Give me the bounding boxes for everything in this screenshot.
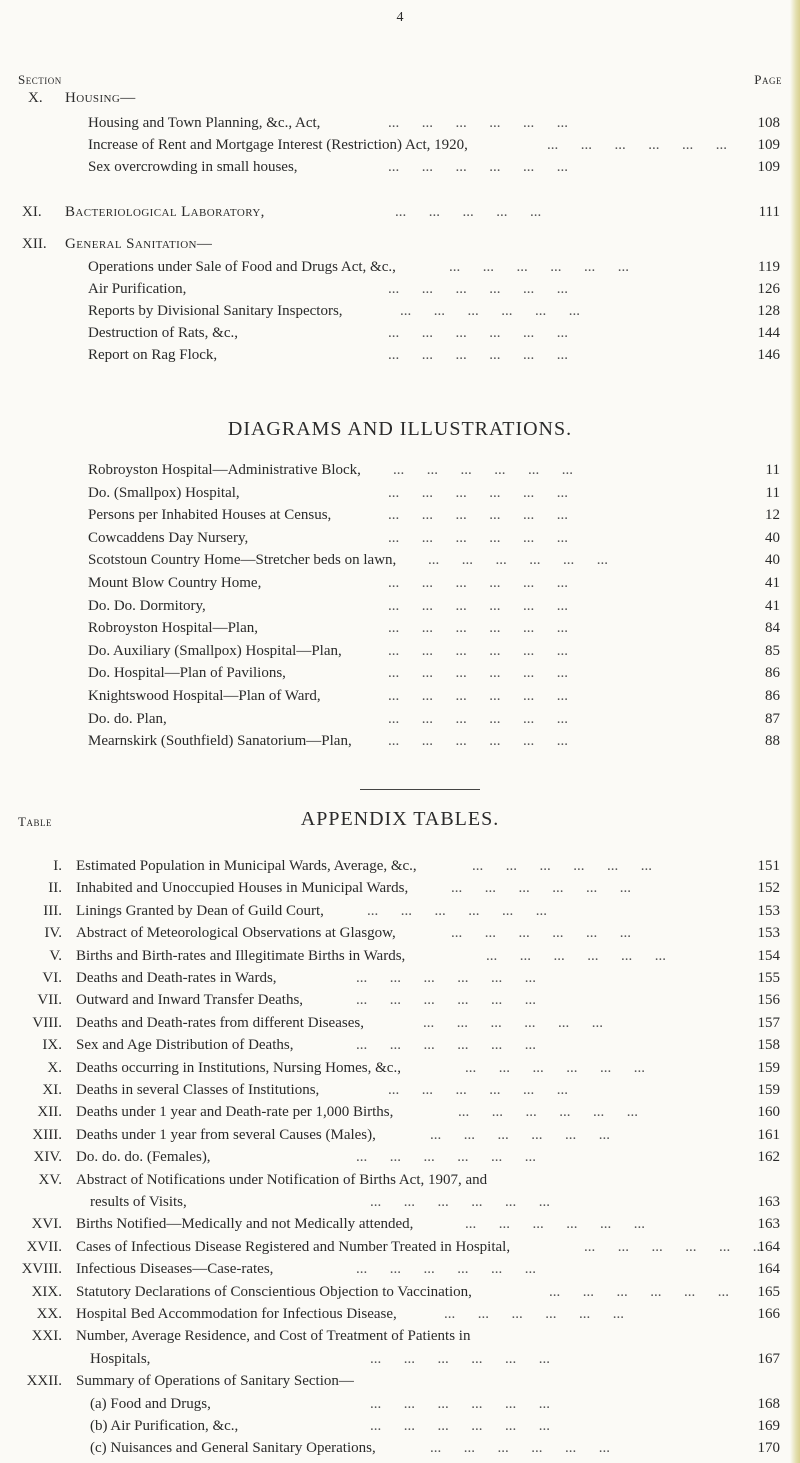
- appendix-entry-page: 153: [757, 902, 780, 919]
- leader-dots: ... ... ... ... ... ...: [388, 733, 568, 750]
- leader-dots: ... ... ... ... ... ...: [370, 1194, 550, 1210]
- leader-dots: ... ... ... ... ... ...: [400, 303, 580, 319]
- leader-dots: ... ... ... ... ... ...: [388, 642, 568, 659]
- diagram-entry-text: Persons per Inhabited Houses at Census,: [88, 507, 332, 524]
- section-xi-title: Bacteriological Laboratory,: [65, 204, 265, 220]
- page-edge: [790, 0, 800, 1463]
- appendix-entry-page: 164: [757, 1238, 780, 1255]
- diagram-entry-page: 11: [765, 484, 780, 501]
- table-number: XII.: [37, 1104, 62, 1121]
- section-xii-entry: [88, 278, 780, 300]
- appendix-entry-page: 160: [757, 1104, 780, 1121]
- appendix-entry: [76, 945, 780, 967]
- page-column-header: Page: [754, 72, 782, 87]
- diagram-entry-page: 40: [765, 529, 780, 546]
- leader-dots: ... ... ... ... ... ...: [584, 1238, 764, 1255]
- table-column-header: Table: [18, 814, 52, 829]
- appendix-entry: [76, 1303, 780, 1325]
- diagrams-heading: DIAGRAMS AND ILLUSTRATIONS.: [227, 418, 573, 440]
- appendix-sub-entry-page: 168: [757, 1395, 780, 1412]
- table-number: XXI.: [31, 1328, 62, 1345]
- section-column-header: Section: [18, 72, 62, 87]
- table-number: XIII.: [32, 1126, 62, 1143]
- section-xii-entry: [88, 256, 780, 278]
- leader-dots: ... ... ... ... ... ...: [423, 1014, 603, 1031]
- diagram-entry-text: Scotstoun Country Home—Stretcher beds on lawn,: [88, 552, 397, 569]
- appendix-entry: [76, 1124, 780, 1146]
- appendix-entry-text: Linings Granted by Dean of Guild Court,: [76, 902, 324, 919]
- leader-dots: ... ... ... ... ... ...: [388, 507, 568, 524]
- diagram-entry-text: Do. do. Plan,: [88, 710, 167, 727]
- appendix-entry: [76, 1012, 780, 1034]
- appendix-sub-entry-page: 170: [757, 1440, 780, 1457]
- section-x-entry: [88, 112, 780, 134]
- section-xii-entry-page: 119: [758, 259, 780, 275]
- appendix-entry: [76, 900, 780, 922]
- leader-dots: ... ... ... ... ... ...: [356, 1037, 536, 1054]
- section-xii-entry-page: 144: [757, 325, 780, 341]
- appendix-entry-text: Deaths occurring in Institutions, Nursing Homes, &c.,: [76, 1059, 401, 1076]
- appendix-entry: [76, 1079, 780, 1101]
- section-xii-entry-text: Report on Rag Flock,: [88, 347, 218, 363]
- leader-dots: ... ... ... ... ... ...: [449, 259, 629, 275]
- diagram-entry-page: 85: [765, 642, 780, 659]
- appendix-entry-text: Hospitals,: [90, 1350, 151, 1367]
- appendix-entry: [76, 1034, 780, 1056]
- section-xii-entry-page: 146: [757, 347, 780, 363]
- appendix-entry-text: Sex and Age Distribution of Deaths,: [76, 1037, 294, 1054]
- diagram-entry: [88, 685, 780, 707]
- appendix-entry-text: Number, Average Residence, and Cost of Treatment of Patients in: [76, 1328, 471, 1345]
- appendix-sub-entry-text: (b) Air Purification, &c.,: [90, 1418, 239, 1434]
- leader-dots: ... ... ... ... ... ...: [367, 902, 547, 919]
- appendix-entry-page: 164: [757, 1261, 780, 1278]
- appendix-entry-page: 157: [757, 1014, 780, 1031]
- appendix-entry: [76, 1169, 780, 1191]
- appendix-entry-page: 159: [757, 1082, 780, 1098]
- appendix-entry-page: 163: [757, 1194, 780, 1210]
- appendix-entry: [76, 1236, 780, 1258]
- section-x-entry: [88, 156, 780, 178]
- leader-dots: ... ... ... ... ... ...: [388, 159, 568, 175]
- section-x-numeral: X.: [28, 90, 43, 106]
- diagram-entry: [88, 504, 780, 526]
- leader-dots: ... ... ... ... ... ...: [388, 115, 568, 131]
- leader-dots: ... ... ... ... ... ...: [370, 1418, 550, 1434]
- diagram-entry-text: Mearnskirk (Southfield) Sanatorium—Plan,: [88, 733, 352, 750]
- section-xi-page: 111: [758, 204, 780, 220]
- leader-dots: ... ... ... ... ... ...: [370, 1395, 550, 1412]
- appendix-entry-text: Estimated Population in Municipal Wards, Average, &c.,: [76, 858, 417, 874]
- section-xii-entry-text: Reports by Divisional Sanitary Inspectors,: [88, 303, 343, 319]
- diagram-entry: [88, 482, 780, 504]
- appendix-entry-text: Hospital Bed Accommodation for Infectious Disease,: [76, 1306, 397, 1322]
- diagram-entry-text: Do. Do. Dormitory,: [88, 597, 206, 614]
- appendix-entry-page: 159: [757, 1059, 780, 1076]
- appendix-entry-text: Infectious Diseases—Case-rates,: [76, 1261, 274, 1278]
- diagram-entry: [88, 640, 780, 662]
- appendix-entry-page: 154: [757, 947, 780, 964]
- diagram-entry-page: 41: [765, 597, 780, 614]
- diagram-entry-text: Do. Auxiliary (Smallpox) Hospital—Plan,: [88, 642, 342, 659]
- section-xii-entry-text: Air Purification,: [88, 281, 187, 297]
- table-number: XV.: [38, 1171, 62, 1188]
- diagram-entry: [88, 549, 780, 571]
- appendix-sub-entry-text: (c) Nuisances and General Sanitary Operations,: [90, 1440, 376, 1457]
- table-number: VI.: [42, 970, 62, 986]
- appendix-entry-page: 152: [757, 880, 780, 897]
- appendix-entry: [90, 1348, 780, 1370]
- section-x-entry-page: 109: [757, 159, 780, 175]
- leader-dots: ... ... ... ... ... ...: [388, 710, 568, 727]
- diagram-entry-page: 86: [765, 665, 780, 682]
- leader-dots: ... ... ... ... ... ...: [388, 325, 568, 341]
- appendix-entry-page: 166: [757, 1306, 780, 1322]
- leader-dots: ... ... ... ... ... ...: [356, 992, 536, 1009]
- appendix-sub-entry: [90, 1393, 780, 1415]
- section-x-entry-page: 108: [757, 115, 780, 131]
- appendix-entry-text: Deaths under 1 year from several Causes (Males),: [76, 1126, 376, 1143]
- appendix-entry-text: results of Visits,: [90, 1194, 187, 1210]
- appendix-entry-page: 167: [757, 1350, 780, 1367]
- table-number: V.: [49, 947, 62, 964]
- diagram-entry-text: Cowcaddens Day Nursery,: [88, 529, 249, 546]
- diagram-entry: [88, 617, 780, 639]
- diagram-entry: [88, 572, 780, 594]
- table-number: XIX.: [31, 1283, 62, 1300]
- appendix-entry: [76, 1281, 780, 1303]
- section-xii-entry-page: 128: [757, 303, 780, 319]
- section-x-title: Housing—: [65, 90, 136, 106]
- diagram-entry: [88, 527, 780, 549]
- leader-dots: ... ... ... ... ... ...: [430, 1126, 610, 1143]
- diagram-entry-text: Robroyston Hospital—Plan,: [88, 620, 259, 637]
- leader-dots: ... ... ... ... ... ...: [428, 552, 608, 569]
- diagram-entry-page: 12: [765, 507, 780, 524]
- appendix-entry-page: 151: [757, 858, 780, 874]
- table-number: XI.: [42, 1082, 62, 1098]
- section-xii-entry-text: Destruction of Rats, &c.,: [88, 325, 238, 341]
- leader-dots: ... ... ... ... ... ...: [388, 484, 568, 501]
- table-number: XX.: [36, 1306, 62, 1322]
- section-xii-entry-page: 126: [757, 281, 780, 297]
- leader-dots: ... ... ... ... ... ...: [388, 665, 568, 682]
- leader-dots: ... ... ... ... ... ...: [388, 529, 568, 546]
- section-xii-entry: [88, 322, 780, 344]
- appendix-entry-text: Births and Birth-rates and Illegitimate Births in Wards,: [76, 947, 406, 964]
- appendix-sub-entry-page: 169: [757, 1418, 780, 1434]
- appendix-entry-text: Inhabited and Unoccupied Houses in Municipal Wards,: [76, 880, 409, 897]
- diagram-entry-page: 40: [765, 552, 780, 569]
- table-number: VII.: [37, 992, 62, 1009]
- appendix-entry-page: 156: [757, 992, 780, 1009]
- appendix-entry-page: 155: [757, 970, 780, 986]
- section-xi-numeral: XI.: [22, 204, 42, 220]
- diagram-entry: [88, 708, 780, 730]
- appendix-entry: [76, 1101, 780, 1123]
- page-number: 4: [396, 10, 404, 25]
- leader-dots: ... ... ... ... ... ...: [444, 1306, 624, 1322]
- diagram-entry-text: Do. Hospital—Plan of Pavilions,: [88, 665, 286, 682]
- leader-dots: ... ... ... ... ... ...: [465, 1216, 645, 1233]
- appendix-entry-text: Abstract of Notifications under Notification of Births Act, 1907, and: [76, 1171, 488, 1188]
- appendix-sub-entry-text: (a) Food and Drugs,: [90, 1395, 211, 1412]
- table-number: II.: [48, 880, 62, 897]
- appendix-entry: [76, 1213, 780, 1235]
- leader-dots: ... ... ... ... ... ...: [547, 137, 727, 153]
- diagram-entry-text: Do. (Smallpox) Hospital,: [88, 484, 240, 501]
- leader-dots: ... ... ... ... ... ...: [388, 597, 568, 614]
- section-xii-numeral: XII.: [22, 236, 47, 252]
- leader-dots: ... ... ... ... ... ...: [388, 347, 568, 363]
- appendix-entry-text: Summary of Operations of Sanitary Section—: [76, 1373, 354, 1390]
- appendix-entry-page: 158: [757, 1037, 780, 1054]
- appendix-entry: [76, 989, 780, 1011]
- leader-dots: ... ... ... ... ... ...: [388, 1082, 568, 1098]
- leader-dots: ... ... ... ... ... ...: [458, 1104, 638, 1121]
- appendix-entry-page: 163: [757, 1216, 780, 1233]
- appendix-entry-text: Deaths and Death-rates in Wards,: [76, 970, 277, 986]
- table-number: XVI.: [31, 1216, 62, 1233]
- diagram-entry-page: 88: [765, 733, 780, 750]
- appendix-entry: [76, 855, 780, 877]
- diagram-entry-page: 11: [765, 462, 780, 478]
- appendix-entry-page: 161: [757, 1126, 780, 1143]
- leader-dots: ... ... ... ... ... ...: [465, 1059, 645, 1076]
- appendix-entry-text: Deaths in several Classes of Institutions,: [76, 1082, 320, 1098]
- appendix-entry: [76, 1057, 780, 1079]
- appendix-entry-text: Births Notified—Medically and not Medically attended,: [76, 1216, 414, 1233]
- section-divider: [360, 789, 480, 790]
- diagram-entry-text: Knightswood Hospital—Plan of Ward,: [88, 688, 321, 704]
- diagram-entry: [88, 459, 780, 481]
- appendix-entry-text: Deaths and Death-rates from different Diseases,: [76, 1014, 364, 1031]
- section-x-entry-text: Sex overcrowding in small houses,: [88, 159, 298, 175]
- appendix-entry-page: 165: [757, 1283, 780, 1300]
- leader-dots: ... ... ... ... ... ...: [388, 688, 568, 704]
- appendix-entry-text: Deaths under 1 year and Death-rate per 1,000 Births,: [76, 1104, 394, 1121]
- section-x-entry-text: Increase of Rent and Mortgage Interest (Restriction) Act, 1920,: [88, 137, 468, 153]
- section-x-entry-page: 109: [757, 137, 780, 153]
- leader-dots: ... ... ... ... ... ...: [370, 1350, 550, 1367]
- appendix-entry: [76, 1146, 780, 1168]
- section-xii-entry-text: Operations under Sale of Food and Drugs Act, &c.,: [88, 259, 396, 275]
- section-x-entry-text: Housing and Town Planning, &c., Act,: [88, 115, 321, 131]
- appendix-entry-text: Do. do. do. (Females),: [76, 1149, 211, 1166]
- appendix-entry: [76, 1258, 780, 1280]
- diagram-entry: [88, 595, 780, 617]
- diagram-entry: [88, 662, 780, 684]
- appendix-entry-page: 153: [757, 925, 780, 942]
- leader-dots: ... ... ... ... ... ...: [451, 925, 631, 942]
- diagram-entry-text: Mount Blow Country Home,: [88, 575, 262, 591]
- leader-dots: ... ... ... ... ... ...: [393, 462, 573, 478]
- table-number: XVII.: [26, 1238, 62, 1255]
- leader-dots: ... ... ... ... ... ...: [388, 281, 568, 297]
- table-number: XVIII.: [21, 1261, 62, 1278]
- appendix-entry-text: Statutory Declarations of Conscientious Objection to Vaccination,: [76, 1283, 472, 1300]
- section-xi-row: [65, 201, 780, 223]
- diagram-entry-page: 86: [765, 688, 780, 704]
- section-xii-title: General Sanitation—: [65, 236, 213, 252]
- table-number: III.: [43, 902, 62, 919]
- appendix-entry-text: Cases of Infectious Disease Registered and Number Treated in Hospital,: [76, 1238, 511, 1255]
- appendix-entry: [76, 877, 780, 899]
- appendix-sub-entry: [90, 1415, 780, 1437]
- table-number: IX.: [42, 1037, 62, 1054]
- table-number: I.: [53, 858, 62, 874]
- leader-dots: ... ... ... ... ... ...: [356, 1261, 536, 1278]
- table-number: XIV.: [33, 1149, 62, 1166]
- appendix-entry-text: Abstract of Meteorological Observations at Glasgow,: [76, 925, 396, 942]
- appendix-entry-text: Outward and Inward Transfer Deaths,: [76, 992, 304, 1009]
- leader-dots: ... ... ... ... ... ...: [388, 620, 568, 637]
- leader-dots: ... ... ... ... ... ...: [356, 1149, 536, 1166]
- section-x-entry: [88, 134, 780, 156]
- appendix-heading: APPENDIX TABLES.: [300, 808, 500, 830]
- diagram-entry-page: 41: [765, 575, 780, 591]
- appendix-entry-page: 162: [757, 1149, 780, 1166]
- appendix-entry: [76, 922, 780, 944]
- diagram-entry-text: Robroyston Hospital—Administrative Block,: [88, 462, 361, 478]
- diagram-entry-page: 87: [765, 710, 780, 727]
- diagram-entry-page: 84: [765, 620, 780, 637]
- leader-dots: ... ... ... ... ... ...: [451, 880, 631, 897]
- diagram-entry: [88, 730, 780, 752]
- section-xii-entry: [88, 344, 780, 366]
- table-number: X.: [47, 1059, 62, 1076]
- table-number: IV.: [44, 925, 62, 942]
- leader-dots: ... ... ... ... ... ...: [549, 1283, 729, 1300]
- leader-dots: ... ... ... ... ... ...: [486, 947, 666, 964]
- leader-dots: ... ... ... ... ...: [395, 204, 542, 220]
- appendix-entry: [76, 967, 780, 989]
- leader-dots: ... ... ... ... ... ...: [356, 970, 536, 986]
- table-number: VIII.: [32, 1014, 62, 1031]
- appendix-entry: [90, 1191, 780, 1213]
- appendix-entry: [76, 1370, 780, 1392]
- table-number: XXII.: [26, 1373, 62, 1390]
- section-xii-entry: [88, 300, 780, 322]
- appendix-entry: [76, 1325, 780, 1347]
- leader-dots: ... ... ... ... ... ...: [472, 858, 652, 874]
- leader-dots: ... ... ... ... ... ...: [388, 575, 568, 591]
- leader-dots: ... ... ... ... ... ...: [430, 1440, 610, 1457]
- appendix-sub-entry: [90, 1437, 780, 1459]
